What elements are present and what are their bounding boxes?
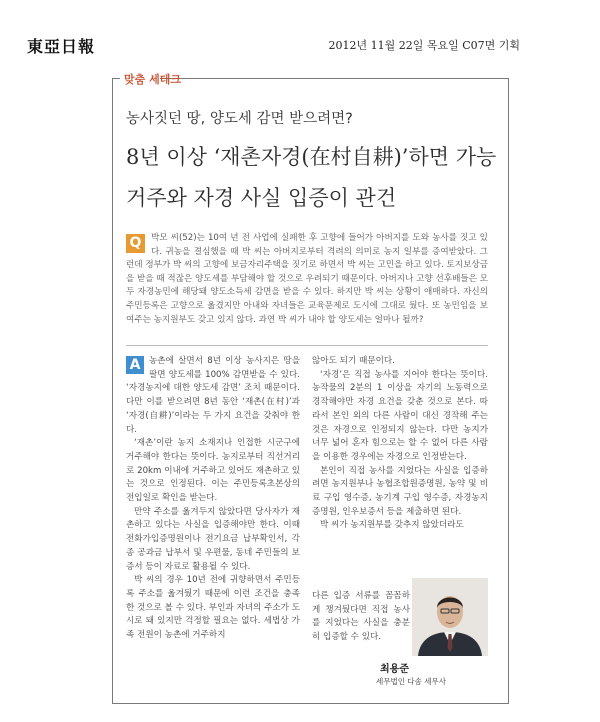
byline-name: 최용준: [380, 664, 409, 675]
answer-paragraph: 않아도 되기 때문이다.: [312, 356, 395, 366]
author-photo: [412, 578, 488, 656]
answer-badge: A: [126, 356, 144, 374]
author-portrait-icon: [412, 578, 488, 656]
answer-paragraph: 만약 주소를 옮겨두지 않았다면 당사자가 재촌하고 있다는 사실을 입증해야만 한다. 이때 전화가입증명원이나 전기요금 납부확인서, 각종 공과금 납부서 및 우편물, 동네 주민들의 보증서 등이 자료로 활용될 수 있다.: [126, 506, 300, 572]
answer-column-right: [312, 355, 488, 590]
byline-role: 세무법인 다솜 세무사: [376, 677, 446, 686]
frame-top-left: [112, 78, 120, 79]
answer-paragraph: 박 씨가 농지원부를 갖추지 않았더라도: [320, 520, 464, 531]
frame-top-line: [160, 78, 508, 79]
headline-line-2: 거주와 자경 사실 입증이 관건: [126, 186, 397, 210]
section-label: 맞춤 세테크: [124, 73, 181, 86]
answer-paragraph: ‘재촌’이란 농지 소재지나 인접한 시군구에 거주해야 한다는 뜻이다. 농지로부터 직선거리로 20km 이내에 거주하고 있어도 재촌하고 있는 것으로 인정된다. 이는 주민등록초본상의 전입일로 확인을 받는다.: [126, 438, 300, 504]
kicker: 농사짓던 땅, 양도세 감면 받으려면?: [126, 111, 353, 127]
answer-column-left: [126, 355, 300, 701]
newspaper-masthead: 東亞日報: [27, 37, 96, 56]
answer-tail: 다른 입증 서류를 꼼꼼하게 챙겨뒀다면 직접 농사를 지었다는 사실을 충분히 입증할 수 있다.: [312, 591, 410, 643]
answer-paragraph: 본인이 직접 농사를 지었다는 사실을 입증하려면 농지원부나 농협조합원증명원, 농약 및 비료 구입 영수증, 농기계 구입 영수증, 자경농지증명원, 인우보증서 등을 제출하면 된다.: [312, 465, 488, 517]
divider: [126, 345, 488, 346]
headline-line-1: 8년 이상 ‘재촌자경(在村自耕)’하면 가능: [126, 145, 497, 169]
answer-paragraph: ‘자경’은 직접 농사를 지어야 한다는 뜻이다. 농작물의 2분의 1 이상을 자기의 노동력으로 경작해야만 자경 요건을 갖춘 것으로 본다. 따라서 본인 외의 다른 사람이 대신 경작해 주는 것은 자경으로 인정되지 않는다. 다만 농지가 너무 넓어 혼자 힘으로는 할 수 없어 다른 사람을 이용한 경우에는 자경으로 인정받는다.: [312, 369, 488, 462]
dateline: 2012년 11월 22일 목요일 C07면 기획: [328, 39, 520, 52]
answer-paragraph: 박 씨의 경우 10년 전에 귀향하면서 주민등록 주소를 옮겨뒀기 때문에 이런 조건을 충족한 것으로 볼 수 있다. 부인과 자녀의 주소가 도시로 돼 있지만 걱정할 필요는 없다. 세법상 가족 전원이 농촌에 거주하지: [126, 575, 300, 641]
question-block: [126, 232, 488, 340]
question-text: 박모 씨(52)는 10여 년 전 사업에 실패한 후 고향에 들어가 아버지를 도와 농사를 짓고 있다. 귀농을 결심했을 때 박 씨는 아버지로부터 격려의 의미로 농지 일부를 증여받았다. 그런데 정부가 박 씨의 고향에 보금자리주택을 짓기로 하면서 박 씨는 고민을 하고 있다. 토지보상금을 받을 때 적잖은 양도세를 부담해야 할 것으로 우려되기 때문이다. 아버지나 고향 선후배들은 모두 자경농민에 해당돼 양도소득세 감면을 받을 수 있다. 하지만 박 씨는 상황이 애매하다. 자신의 주민등록은 고향으로 옮겼지만 아내와 자녀들은 교육문제로 도시에 그대로 뒀다. 또 농민임을 보여주는 농지원부도 갖고 있지 않다. 과연 박 씨가 내야 할 양도세는 얼마나 될까?: [126, 233, 489, 325]
question-badge: Q: [126, 234, 145, 253]
answer-paragraph: 농촌에 살면서 8년 이상 농사지은 땅을 팔면 양도세를 100% 감면받을 수 있다. ‘자경농지에 대한 양도세 감면’ 조치 때문이다. 다만 이를 받으려면 8년 동안 ‘재촌(在村)’과 ‘자경(自耕)’이라는 두 가지 요건을 갖춰야 한다.: [126, 356, 300, 435]
